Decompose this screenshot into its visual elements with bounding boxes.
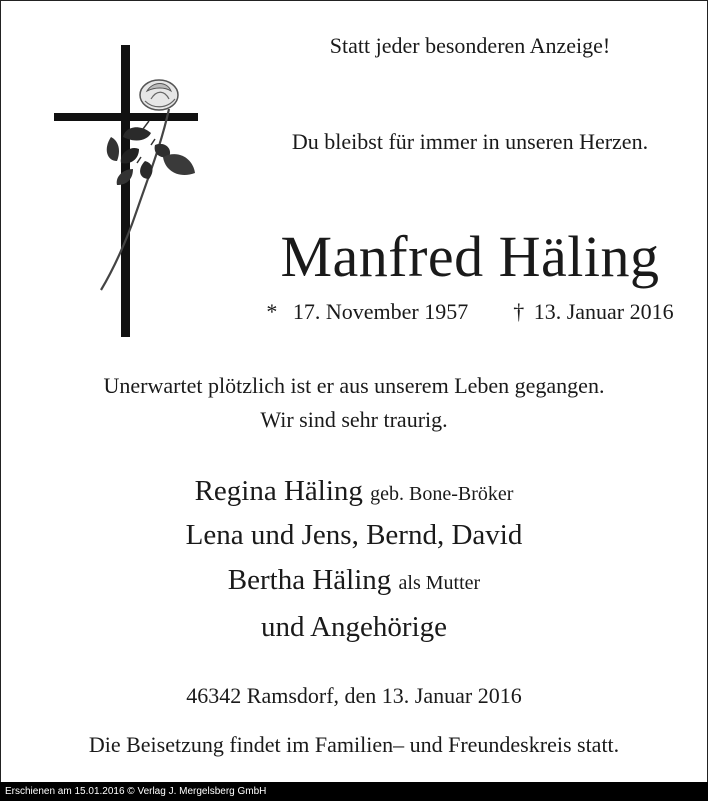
mourner-4: und Angehörige xyxy=(260,611,448,643)
mourner-1-name: Regina Häling xyxy=(194,475,363,507)
died-symbol: † xyxy=(513,299,525,324)
died-date: 13. Januar 2016 xyxy=(533,299,674,324)
message-line-2: Wir sind sehr traurig. xyxy=(260,407,448,432)
mourner-1 xyxy=(1,475,707,508)
intro-text: Statt jeder besonderen Anzeige! xyxy=(329,33,611,58)
motto-text: Du bleibst für immer in unseren Herzen. xyxy=(291,129,649,154)
mourner-1-note: geb. Bone-Bröker xyxy=(370,483,514,505)
publication-footer: Erschienen am 15.01.2016 © Verlag J. Mergelsberg GmbH xyxy=(0,782,708,801)
place-date: 46342 Ramsdorf, den 13. Januar 2016 xyxy=(186,683,522,708)
born-symbol: * xyxy=(266,299,278,324)
life-dates xyxy=(231,299,708,325)
burial-note: Die Beisetzung findet im Familien– und Freundeskreis statt. xyxy=(88,732,620,757)
born-date: 17. November 1957 xyxy=(292,299,469,324)
mourner-3-name: Bertha Häling xyxy=(227,564,392,596)
message-line-1: Unerwartet plötzlich ist er aus unserem Leben gegangen. xyxy=(103,373,605,398)
mourner-3 xyxy=(1,564,707,597)
mourner-2: Lena und Jens, Bernd, David xyxy=(185,519,523,551)
cross-with-rose-icon xyxy=(51,45,201,337)
mourner-3-note: als Mutter xyxy=(398,572,481,594)
deceased-name: Manfred Häling xyxy=(280,224,660,289)
